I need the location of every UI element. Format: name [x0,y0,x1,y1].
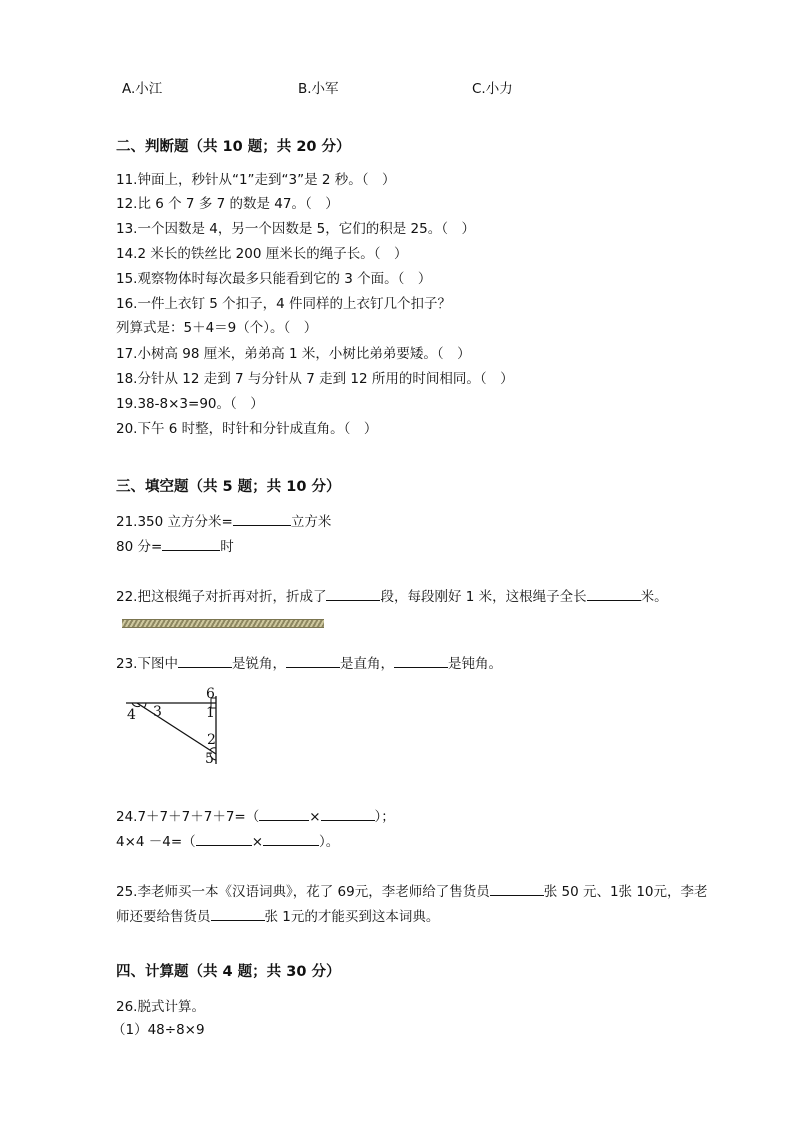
q24a-text-end: ）； [374,809,395,825]
angle-label-1: 1 [206,705,215,721]
q21b-text: 80 分= [116,539,163,555]
answer-blank[interactable] [162,536,220,551]
question-24b [116,831,339,851]
question-18: 18.分针从 12 走到 7 与分针从 7 走到 12 所用的时间相同。（ ） [116,371,514,387]
rope-image [122,619,324,628]
times-sign: × [309,809,321,825]
question-25-line2 [116,906,439,926]
question-21b [116,536,234,556]
angle-label-5: 5 [205,751,214,767]
question-16: 16.一件上衣钉 5 个扣子，4 件同样的上衣钉几个扣子？ [116,296,452,312]
question-22 [116,586,668,606]
answer-blank[interactable] [263,831,319,846]
q25-text-cont: 师还要给售货员 [116,909,211,925]
answer-blank[interactable] [233,511,291,526]
question-26-1: （1）48÷8×9 [112,1022,205,1038]
angle-arc [210,748,216,750]
question-24a [116,806,395,826]
question-20: 20.下午 6 时整，时针和分针成直角。（ ） [116,421,378,437]
q21a-unit: 立方米 [290,514,332,530]
answer-blank[interactable] [490,881,544,896]
question-13: 13.一个因数是 4，另一个因数是 5，它们的积是 25。（ ） [116,221,475,237]
question-25-line1 [116,881,708,901]
angle-arc [144,703,146,708]
question-14: 14.2 米长的铁丝比 200 厘米长的绳子长。（ ） [116,246,408,262]
q23-text: 23.下图中 [116,656,178,672]
q25-text-end: 张 1元的才能买到这本词典。 [264,909,440,925]
answer-blank[interactable] [587,586,641,601]
q24b-text-end: ）。 [319,834,340,850]
section-heading-fill-blank: 三、填空题（共 5 题；共 10 分） [116,479,341,495]
question-15: 15.观察物体时每次最多只能看到它的 3 个面。（ ） [116,271,432,287]
angle-label-6: 6 [206,686,215,702]
section-heading-judgement: 二、判断题（共 10 题；共 20 分） [116,139,351,155]
question-16-formula: 列算式是：5＋4＝9（个）。（ ） [116,320,318,336]
question-11: 11.钟面上，秒针从“1”走到“3”是 2 秒。（ ） [116,172,396,188]
angle-label-4: 4 [127,707,136,723]
question-21a [116,511,331,531]
answer-blank[interactable] [211,906,265,921]
q23-text-right: 是直角， [339,656,394,672]
question-26: 26.脱式计算。 [116,999,205,1015]
q24b-text: 4×4 －4=（ [116,834,196,850]
answer-blank[interactable] [326,586,380,601]
q23-text-acute: 是锐角， [231,656,286,672]
angle-label-2: 2 [207,732,216,748]
question-17: 17.小树高 98 厘米，弟弟高 1 米，小树比弟弟要矮。（ ） [116,346,471,362]
times-sign: × [251,834,263,850]
question-23 [116,653,502,673]
diagonal-line [137,703,216,754]
q22-text-end: 米。 [640,589,668,605]
option-b: B.小军 [298,81,339,97]
q24a-text: 24.7＋7＋7＋7＋7=（ [116,809,260,825]
q23-text-obtuse: 是钝角。 [447,656,502,672]
angle-figure [124,684,228,770]
section-heading-calculation: 四、计算题（共 4 题；共 30 分） [116,964,341,980]
q25-text-mid: 张 50 元、1张 10元，李老 [543,884,708,900]
q22-text-mid: 段，每段刚好 1 米，这根绳子全长 [380,589,587,605]
answer-blank[interactable] [178,653,232,668]
answer-blank[interactable] [259,806,309,821]
question-12: 12.比 6 个 7 多 7 的数是 47。（ ） [116,196,339,212]
answer-blank[interactable] [286,653,340,668]
q22-text: 22.把这根绳子对折再对折，折成了 [116,589,327,605]
q21b-unit: 时 [220,539,234,555]
answer-blank[interactable] [394,653,448,668]
answer-blank[interactable] [196,831,252,846]
q25-text: 25.李老师买一本《汉语词典》，花了 69元，李老师给了售货员 [116,884,490,900]
answer-blank[interactable] [321,806,375,821]
option-a: A.小江 [122,81,163,97]
question-19: 19.38-8×3=90。（ ） [116,396,264,412]
angle-label-3: 3 [153,704,162,720]
option-c: C.小力 [472,81,513,97]
q21a-text: 21.350 立方分米= [116,514,233,530]
